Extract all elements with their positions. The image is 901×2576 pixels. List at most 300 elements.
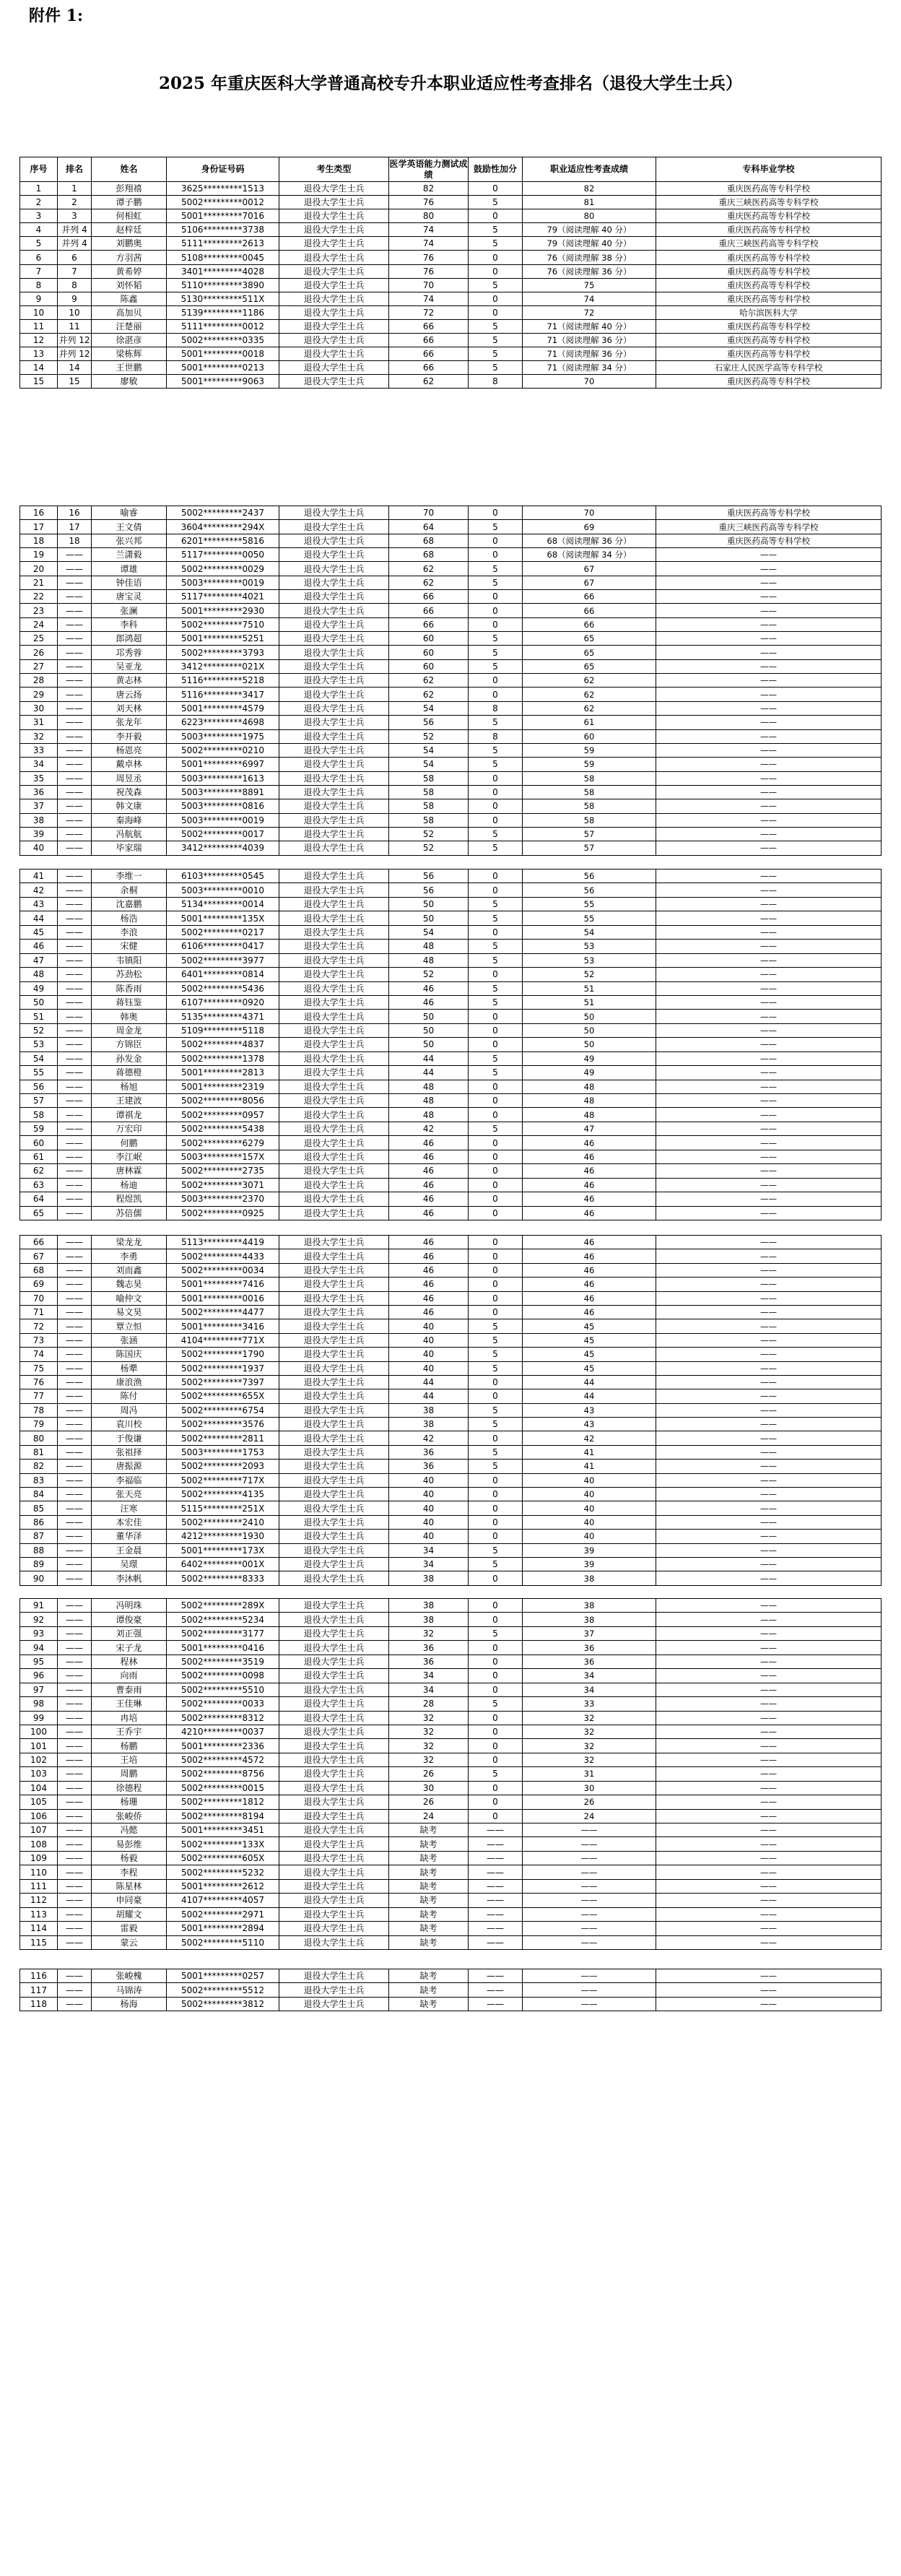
- cell-college: ——: [656, 1894, 882, 1907]
- cell-english-score: 62: [389, 576, 469, 589]
- cell-college: ——: [656, 1935, 882, 1949]
- cell-aptitude-score: 56: [523, 869, 656, 883]
- cell-bonus-points: 0: [469, 1249, 523, 1263]
- cell-rank: ——: [58, 1080, 92, 1093]
- cell-candidate-type: 退役大学生士兵: [279, 1837, 389, 1851]
- cell-aptitude-score: 71（阅读理解 40 分）: [523, 319, 656, 333]
- cell-name: 谭子鹏: [92, 196, 167, 209]
- cell-id-number: 5002*********3812: [167, 1997, 279, 2011]
- cell-aptitude-score: 58: [523, 813, 656, 827]
- cell-bonus-points: 5: [469, 361, 523, 375]
- cell-id-number: 5002*********3576: [167, 1418, 279, 1431]
- cell-rank: 7: [58, 264, 92, 278]
- cell-rank: ——: [58, 674, 92, 688]
- cell-name: 廖敏: [92, 375, 167, 389]
- cell-rank: ——: [58, 925, 92, 939]
- cell-bonus-points: 0: [469, 1291, 523, 1305]
- cell-id-number: 3625*********1513: [167, 182, 279, 196]
- cell-college: ——: [656, 1697, 882, 1711]
- cell-seq: 46: [20, 940, 58, 953]
- cell-english-score: 48: [389, 1108, 469, 1122]
- cell-rank: ——: [58, 1894, 92, 1907]
- cell-id-number: 5002*********655X: [167, 1389, 279, 1403]
- cell-aptitude-score: 38: [523, 1613, 656, 1626]
- table-row: [20, 1501, 882, 1515]
- cell-college: ——: [656, 1626, 882, 1640]
- cell-seq: 92: [20, 1613, 58, 1626]
- cell-college: ——: [656, 729, 882, 743]
- cell-aptitude-score: 51: [523, 995, 656, 1009]
- cell-candidate-type: 退役大学生士兵: [279, 278, 389, 292]
- table-row: [20, 1038, 882, 1051]
- cell-bonus-points: 0: [469, 869, 523, 883]
- cell-college: 重庆医药高等专科学校: [656, 292, 882, 305]
- cell-college: ——: [656, 758, 882, 771]
- cell-id-number: 5001*********5251: [167, 632, 279, 646]
- cell-aptitude-score: 53: [523, 940, 656, 953]
- cell-id-number: 5003*********0019: [167, 813, 279, 827]
- cell-id-number: 5002*********0033: [167, 1697, 279, 1711]
- cell-id-number: 5002*********0012: [167, 196, 279, 209]
- cell-seq: 14: [20, 361, 58, 375]
- cell-english-score: 38: [389, 1613, 469, 1626]
- cell-rank: ——: [58, 841, 92, 855]
- cell-name: 梁龙龙: [92, 1236, 167, 1249]
- cell-name: 谭雄: [92, 562, 167, 576]
- cell-name: 唐云扬: [92, 688, 167, 701]
- cell-aptitude-score: 32: [523, 1739, 656, 1753]
- cell-rank: ——: [58, 1613, 92, 1626]
- cell-aptitude-score: 56: [523, 883, 656, 897]
- cell-id-number: 5117*********0050: [167, 548, 279, 562]
- cell-id-number: 5002*********1378: [167, 1051, 279, 1065]
- column-header-college: 专科毕业学校: [656, 157, 882, 182]
- table-row: [20, 1473, 882, 1487]
- cell-seq: 30: [20, 701, 58, 715]
- cell-id-number: 5002*********289X: [167, 1599, 279, 1613]
- cell-bonus-points: 5: [469, 347, 523, 361]
- cell-name: 万宏印: [92, 1122, 167, 1135]
- cell-seq: 47: [20, 953, 58, 967]
- cell-aptitude-score: ——: [523, 1837, 656, 1851]
- cell-id-number: 5002*********5438: [167, 1122, 279, 1135]
- cell-candidate-type: 退役大学生士兵: [279, 264, 389, 278]
- cell-rank: ——: [58, 1122, 92, 1135]
- cell-candidate-type: 退役大学生士兵: [279, 1375, 389, 1389]
- cell-bonus-points: 5: [469, 237, 523, 251]
- table-row: [20, 237, 882, 251]
- cell-aptitude-score: ——: [523, 1879, 656, 1893]
- cell-id-number: 5135*********4371: [167, 1010, 279, 1023]
- cell-seq: 111: [20, 1879, 58, 1893]
- cell-candidate-type: 退役大学生士兵: [279, 1865, 389, 1879]
- cell-name: 王世鹏: [92, 361, 167, 375]
- cell-seq: 81: [20, 1445, 58, 1459]
- cell-college: ——: [656, 1795, 882, 1809]
- cell-rank: ——: [58, 688, 92, 701]
- cell-aptitude-score: 71（阅读理解 36 分）: [523, 347, 656, 361]
- cell-name: 冉培: [92, 1711, 167, 1725]
- cell-aptitude-score: 40: [523, 1473, 656, 1487]
- cell-id-number: 3412*********021X: [167, 659, 279, 673]
- cell-college: ——: [656, 1136, 882, 1150]
- cell-aptitude-score: 80: [523, 209, 656, 223]
- cell-name: 程林: [92, 1655, 167, 1668]
- cell-aptitude-score: 65: [523, 646, 656, 659]
- cell-candidate-type: 退役大学生士兵: [279, 1150, 389, 1163]
- cell-candidate-type: 退役大学生士兵: [279, 897, 389, 911]
- cell-aptitude-score: 33: [523, 1697, 656, 1711]
- cell-aptitude-score: 34: [523, 1669, 656, 1683]
- cell-seq: 105: [20, 1795, 58, 1809]
- cell-rank: ——: [58, 968, 92, 981]
- cell-college: ——: [656, 701, 882, 715]
- cell-english-score: 56: [389, 883, 469, 897]
- cell-college: ——: [656, 827, 882, 841]
- cell-bonus-points: 5: [469, 827, 523, 841]
- cell-college: ——: [656, 1851, 882, 1865]
- cell-seq: 106: [20, 1809, 58, 1823]
- cell-rank: ——: [58, 758, 92, 771]
- cell-rank: ——: [58, 1249, 92, 1263]
- cell-candidate-type: 退役大学生士兵: [279, 534, 389, 547]
- cell-rank: ——: [58, 1010, 92, 1023]
- cell-name: 康浪渔: [92, 1375, 167, 1389]
- cell-college: ——: [656, 1319, 882, 1333]
- cell-candidate-type: 退役大学生士兵: [279, 1206, 389, 1220]
- cell-candidate-type: 退役大学生士兵: [279, 1136, 389, 1150]
- cell-college: ——: [656, 1997, 882, 2011]
- cell-aptitude-score: 45: [523, 1348, 656, 1361]
- cell-rank: ——: [58, 1683, 92, 1696]
- cell-seq: 78: [20, 1403, 58, 1417]
- table-row: [20, 1249, 882, 1263]
- cell-seq: 39: [20, 827, 58, 841]
- cell-candidate-type: 退役大学生士兵: [279, 520, 389, 534]
- table-row: [20, 1136, 882, 1150]
- cell-id-number: 6103*********0545: [167, 869, 279, 883]
- cell-name: 戴卓林: [92, 758, 167, 771]
- cell-college: ——: [656, 1108, 882, 1122]
- cell-seq: 31: [20, 716, 58, 729]
- cell-english-score: 48: [389, 953, 469, 967]
- table-row: [20, 1460, 882, 1473]
- cell-english-score: 38: [389, 1418, 469, 1431]
- cell-name: 黄志林: [92, 674, 167, 688]
- cell-id-number: 5002*********2437: [167, 506, 279, 520]
- cell-english-score: 44: [389, 1389, 469, 1403]
- cell-aptitude-score: 81: [523, 196, 656, 209]
- cell-rank: 17: [58, 520, 92, 534]
- ranking-table: [19, 157, 882, 389]
- cell-seq: 88: [20, 1543, 58, 1557]
- cell-bonus-points: 0: [469, 1683, 523, 1696]
- cell-college: ——: [656, 981, 882, 995]
- cell-bonus-points: 5: [469, 1418, 523, 1431]
- cell-english-score: 32: [389, 1753, 469, 1766]
- cell-name: 唐林霖: [92, 1164, 167, 1178]
- cell-id-number: 5002*********8194: [167, 1809, 279, 1823]
- cell-english-score: 缺考: [389, 1983, 469, 1997]
- cell-name: 杨珊: [92, 1795, 167, 1809]
- cell-english-score: 70: [389, 278, 469, 292]
- cell-candidate-type: 退役大学生士兵: [279, 1236, 389, 1249]
- cell-candidate-type: 退役大学生士兵: [279, 1655, 389, 1668]
- cell-bonus-points: 0: [469, 1236, 523, 1249]
- cell-id-number: 5116*********3417: [167, 688, 279, 701]
- cell-id-number: 5001*********6997: [167, 758, 279, 771]
- cell-english-score: 76: [389, 264, 469, 278]
- cell-bonus-points: 0: [469, 1530, 523, 1543]
- cell-college: ——: [656, 1543, 882, 1557]
- cell-bonus-points: 0: [469, 785, 523, 799]
- column-header-candidate-type: 考生类型: [279, 157, 389, 182]
- cell-id-number: 5001*********2336: [167, 1739, 279, 1753]
- cell-candidate-type: 退役大学生士兵: [279, 1473, 389, 1487]
- cell-college: ——: [656, 1683, 882, 1696]
- cell-seq: 101: [20, 1739, 58, 1753]
- cell-aptitude-score: 62: [523, 674, 656, 688]
- cell-rank: 10: [58, 305, 92, 319]
- cell-candidate-type: 退役大学生士兵: [279, 617, 389, 631]
- cell-college: ——: [656, 1164, 882, 1178]
- cell-english-score: 56: [389, 869, 469, 883]
- cell-english-score: 58: [389, 785, 469, 799]
- cell-english-score: 46: [389, 1263, 469, 1277]
- cell-id-number: 3401*********4028: [167, 264, 279, 278]
- cell-bonus-points: 0: [469, 771, 523, 785]
- table-row: [20, 1445, 882, 1459]
- cell-rank: ——: [58, 1473, 92, 1487]
- cell-name: 张澜: [92, 604, 167, 617]
- cell-id-number: 5002*********0034: [167, 1263, 279, 1277]
- table-row: [20, 940, 882, 953]
- cell-rank: ——: [58, 1431, 92, 1445]
- cell-rank: ——: [58, 659, 92, 673]
- cell-aptitude-score: 50: [523, 1010, 656, 1023]
- table-row: [20, 576, 882, 589]
- cell-candidate-type: 退役大学生士兵: [279, 1348, 389, 1361]
- column-header-name: 姓名: [92, 157, 167, 182]
- cell-name: 杨海: [92, 1997, 167, 2011]
- table-row: [20, 1641, 882, 1655]
- cell-aptitude-score: 59: [523, 758, 656, 771]
- table-row: [20, 1375, 882, 1389]
- cell-candidate-type: 退役大学生士兵: [279, 1263, 389, 1277]
- cell-college: ——: [656, 674, 882, 688]
- cell-english-score: 74: [389, 237, 469, 251]
- cell-name: 王文倩: [92, 520, 167, 534]
- table-row: [20, 182, 882, 196]
- cell-english-score: 24: [389, 1809, 469, 1823]
- table-row: [20, 196, 882, 209]
- cell-rank: 11: [58, 319, 92, 333]
- cell-aptitude-score: 61: [523, 716, 656, 729]
- cell-id-number: 5002*********8056: [167, 1094, 279, 1108]
- cell-aptitude-score: ——: [523, 1907, 656, 1921]
- cell-name: 刘鹏奥: [92, 237, 167, 251]
- cell-seq: 84: [20, 1488, 58, 1501]
- cell-bonus-points: ——: [469, 1851, 523, 1865]
- cell-english-score: 46: [389, 1192, 469, 1206]
- cell-id-number: 5001*********2930: [167, 604, 279, 617]
- cell-college: ——: [656, 659, 882, 673]
- cell-candidate-type: 退役大学生士兵: [279, 375, 389, 389]
- cell-rank: ——: [58, 590, 92, 604]
- cell-aptitude-score: 79（阅读理解 40 分）: [523, 237, 656, 251]
- cell-name: 程煜凯: [92, 1192, 167, 1206]
- cell-candidate-type: 退役大学生士兵: [279, 182, 389, 196]
- cell-college: ——: [656, 1488, 882, 1501]
- cell-name: 曹泰雨: [92, 1683, 167, 1696]
- cell-aptitude-score: 40: [523, 1488, 656, 1501]
- cell-name: 王金晨: [92, 1543, 167, 1557]
- cell-name: 刘怀韬: [92, 278, 167, 292]
- cell-aptitude-score: 40: [523, 1501, 656, 1515]
- cell-seq: 20: [20, 562, 58, 576]
- cell-english-score: 74: [389, 223, 469, 237]
- cell-name: 易彭维: [92, 1837, 167, 1851]
- cell-english-score: 40: [389, 1488, 469, 1501]
- cell-name: 孙发金: [92, 1051, 167, 1065]
- table-header-row: [20, 157, 882, 182]
- cell-college: ——: [656, 1501, 882, 1515]
- cell-bonus-points: ——: [469, 1983, 523, 1997]
- cell-id-number: 6107*********0920: [167, 995, 279, 1009]
- cell-bonus-points: 5: [469, 319, 523, 333]
- cell-college: ——: [656, 1725, 882, 1738]
- cell-id-number: 4210*********0037: [167, 1725, 279, 1738]
- cell-english-score: 46: [389, 1236, 469, 1249]
- table-row: [20, 743, 882, 757]
- cell-college: ——: [656, 646, 882, 659]
- cell-seq: 77: [20, 1389, 58, 1403]
- cell-bonus-points: 0: [469, 548, 523, 562]
- cell-name: 杨旭: [92, 1080, 167, 1093]
- table-page-1: [19, 157, 881, 389]
- cell-id-number: 5002*********1812: [167, 1795, 279, 1809]
- cell-bonus-points: ——: [469, 1969, 523, 1983]
- cell-bonus-points: 0: [469, 1515, 523, 1529]
- cell-candidate-type: 退役大学生士兵: [279, 1094, 389, 1108]
- cell-aptitude-score: ——: [523, 1969, 656, 1983]
- cell-candidate-type: 退役大学生士兵: [279, 604, 389, 617]
- cell-id-number: 5002*********5510: [167, 1683, 279, 1696]
- cell-name: 喻睿: [92, 506, 167, 520]
- cell-bonus-points: 0: [469, 506, 523, 520]
- cell-candidate-type: 退役大学生士兵: [279, 1192, 389, 1206]
- cell-bonus-points: 5: [469, 632, 523, 646]
- cell-english-score: 46: [389, 981, 469, 995]
- cell-name: 李江岷: [92, 1150, 167, 1163]
- cell-id-number: 5002*********6279: [167, 1136, 279, 1150]
- cell-college: ——: [656, 1753, 882, 1766]
- cell-rank: ——: [58, 827, 92, 841]
- cell-college: ——: [656, 1922, 882, 1935]
- cell-id-number: 5002*********1790: [167, 1348, 279, 1361]
- cell-bonus-points: 0: [469, 1263, 523, 1277]
- cell-bonus-points: 0: [469, 604, 523, 617]
- cell-name: 韦镇阳: [92, 953, 167, 967]
- cell-english-score: 32: [389, 1725, 469, 1738]
- cell-aptitude-score: 44: [523, 1389, 656, 1403]
- cell-name: 周金龙: [92, 1023, 167, 1037]
- cell-bonus-points: 5: [469, 223, 523, 237]
- cell-college: ——: [656, 1599, 882, 1613]
- cell-name: 李福临: [92, 1473, 167, 1487]
- cell-candidate-type: 退役大学生士兵: [279, 347, 389, 361]
- table-row: [20, 1319, 882, 1333]
- cell-seq: 29: [20, 688, 58, 701]
- cell-rank: ——: [58, 1136, 92, 1150]
- cell-candidate-type: 退役大学生士兵: [279, 1431, 389, 1445]
- cell-seq: 22: [20, 590, 58, 604]
- cell-id-number: 5002*********0217: [167, 925, 279, 939]
- cell-college: ——: [656, 1641, 882, 1655]
- table-row: [20, 1865, 882, 1879]
- cell-college: 重庆医药高等专科学校: [656, 182, 882, 196]
- table-row: [20, 1361, 882, 1375]
- cell-aptitude-score: 36: [523, 1655, 656, 1668]
- cell-bonus-points: 5: [469, 576, 523, 589]
- cell-aptitude-score: 58: [523, 785, 656, 799]
- cell-name: 秦海峰: [92, 813, 167, 827]
- table-row: [20, 617, 882, 631]
- cell-seq: 100: [20, 1725, 58, 1738]
- cell-english-score: 38: [389, 1403, 469, 1417]
- cell-english-score: 40: [389, 1319, 469, 1333]
- cell-rank: ——: [58, 1626, 92, 1640]
- cell-rank: ——: [58, 1997, 92, 2011]
- cell-id-number: 5002*********8312: [167, 1711, 279, 1725]
- cell-name: 雷毅: [92, 1922, 167, 1935]
- cell-seq: 53: [20, 1038, 58, 1051]
- cell-bonus-points: 0: [469, 1150, 523, 1163]
- cell-bonus-points: 5: [469, 940, 523, 953]
- cell-english-score: 66: [389, 334, 469, 347]
- table-row: [20, 869, 882, 883]
- cell-seq: 5: [20, 237, 58, 251]
- cell-rank: ——: [58, 1375, 92, 1389]
- cell-id-number: 5001*********2319: [167, 1080, 279, 1093]
- cell-name: 魏志昊: [92, 1278, 167, 1291]
- cell-bonus-points: 5: [469, 981, 523, 995]
- cell-bonus-points: 0: [469, 534, 523, 547]
- cell-seq: 17: [20, 520, 58, 534]
- cell-id-number: 5002*********717X: [167, 1473, 279, 1487]
- cell-candidate-type: 退役大学生士兵: [279, 1894, 389, 1907]
- cell-rank: 18: [58, 534, 92, 547]
- cell-name: 刘而鑫: [92, 1263, 167, 1277]
- cell-english-score: 36: [389, 1641, 469, 1655]
- cell-name: 易文昊: [92, 1305, 167, 1319]
- cell-seq: 76: [20, 1375, 58, 1389]
- cell-bonus-points: 5: [469, 1333, 523, 1347]
- cell-name: 本宏佳: [92, 1515, 167, 1529]
- cell-english-score: 46: [389, 1291, 469, 1305]
- cell-id-number: 5002*********133X: [167, 1837, 279, 1851]
- cell-id-number: 5003*********1975: [167, 729, 279, 743]
- cell-college: ——: [656, 1278, 882, 1291]
- cell-college: ——: [656, 1403, 882, 1417]
- cell-candidate-type: 退役大学生士兵: [279, 799, 389, 813]
- table-row: [20, 1192, 882, 1206]
- cell-aptitude-score: 79（阅读理解 40 分）: [523, 223, 656, 237]
- cell-bonus-points: 5: [469, 646, 523, 659]
- cell-seq: 113: [20, 1907, 58, 1921]
- cell-rank: ——: [58, 995, 92, 1009]
- table-row: [20, 1697, 882, 1711]
